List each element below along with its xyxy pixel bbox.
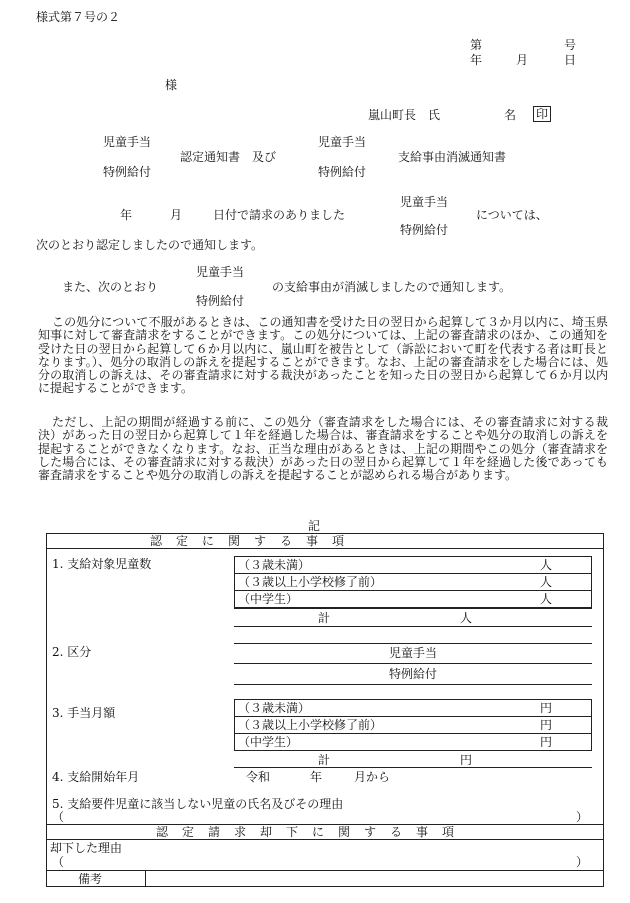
title-right: 支給事由消滅通知書 — [398, 150, 507, 164]
item1-row-1: （３歳未満） — [238, 558, 311, 572]
date-day: 日 — [564, 53, 577, 67]
reject-open-paren: （ — [52, 855, 65, 869]
title-right-bottom: 特例給付 — [318, 165, 367, 179]
item4-month: 月から — [354, 770, 391, 784]
item3-total-unit: 円 — [460, 753, 473, 767]
item3-unit-1: 円 — [540, 701, 553, 715]
form-number: 様式第７号の２ — [36, 10, 121, 24]
item2-option-1: 児童手当 — [388, 646, 437, 660]
item3-total-label: 計 — [318, 753, 331, 767]
title-left-bottom: 特例給付 — [103, 165, 152, 179]
number-label: 第 — [470, 38, 483, 52]
intro-text2: については、 — [476, 208, 548, 222]
item3-row-2: （３歳以上小学校修了前） — [238, 718, 383, 732]
reject-reason-label: 却下した理由 — [50, 841, 123, 855]
intro-top: 児童手当 — [400, 195, 449, 209]
reject-close-paren: ） — [576, 855, 589, 869]
title-left-top: 児童手当 — [103, 135, 152, 149]
body-paragraph-2: ただし、上記の期間が経過する前に、この処分（審査請求をした場合には、その審査請求に対する裁決）があった日の翌日から起算して１年を経過した場合は、審査請求をすることや処分の取消しの訴えを提起することができなくなります。なお、正当な理由があるときは、上記の期間やこの処分（審査請求をした場合には、その審査請求に対する裁決）があった日の翌日から起算して１年を経過した後であっても審査請求をすることや処分の取消しの訴えを提起することが認められる場合があります。 — [38, 415, 608, 483]
intro-bottom: 特例給付 — [400, 223, 449, 237]
also-text2: の支給事由が消滅しましたので通知します。 — [272, 280, 512, 294]
item3-label: 3. 手当月額 — [52, 706, 116, 720]
item2-label: 2. 区分 — [52, 645, 92, 659]
item3-row-3: （中学生） — [238, 735, 299, 749]
also-bottom: 特例給付 — [196, 294, 245, 308]
item1-unit-2: 人 — [540, 575, 553, 589]
seal-box: 印 — [533, 106, 551, 122]
item5-close-paren: ） — [576, 810, 589, 824]
also-text: また、次のとおり — [62, 280, 159, 294]
number-suffix: 号 — [564, 38, 577, 52]
item1-row-3: （中学生） — [238, 592, 299, 606]
item5-open-paren: （ — [52, 810, 65, 824]
reject-header: 認 定 請 求 却 下 に 関 す る 事 項 — [156, 825, 456, 839]
item4-label: 4. 支給開始年月 — [52, 770, 140, 784]
ki-label: 記 — [308, 519, 321, 533]
title-right-top: 児童手当 — [318, 135, 367, 149]
body-paragraph-1: この処分について不服があるときは、この通知書を受けた日の翌日から起算して３か月以内に、埼玉県知事に対して審査請求をすることができます。この処分については、上記の審査請求のほか、この通知を受けた日の翌日から起算して６か月以内に、嵐山町を被告として（訴訟において町を代表する者は町長となります。）、処分の取消しの訴えを提起することができます。なお、上記の審査請求をした場合には、処分の取消しの訴えは、その審査請求に対する裁決があったことを知った日の翌日から起算して６か月以内に提起することができます。 — [38, 315, 608, 396]
recipient-sama: 様 — [165, 78, 178, 92]
item3-row-1: （３歳未満） — [238, 701, 311, 715]
item1-unit-3: 人 — [540, 592, 553, 606]
remarks-label: 備考 — [78, 872, 103, 886]
issuer-name: 嵐山町長 氏 — [368, 108, 441, 122]
item5-label: 5. 支給要件児童に該当しない児童の氏名及びその理由 — [52, 797, 344, 811]
name-label: 名 — [504, 108, 517, 122]
item4-era: 令和 — [246, 770, 271, 784]
title-mid: 認定通知書 及び — [180, 150, 277, 164]
item4-year: 年 — [310, 770, 323, 784]
date-month: 月 — [516, 53, 529, 67]
also-top: 児童手当 — [196, 265, 245, 279]
item1-unit-1: 人 — [540, 558, 553, 572]
intro-year: 年 — [120, 208, 133, 222]
item1-label: 1. 支給対象児童数 — [52, 557, 152, 571]
item1-row-2: （３歳以上小学校修了前） — [238, 575, 383, 589]
item1-total-unit: 人 — [460, 611, 473, 625]
item3-unit-3: 円 — [540, 735, 553, 749]
date-year: 年 — [470, 53, 483, 67]
table-header: 認 定 に 関 す る 事 項 — [150, 534, 346, 548]
item3-unit-2: 円 — [540, 718, 553, 732]
intro-line2: 次のとおり認定しましたので通知します。 — [36, 238, 264, 252]
intro-month: 月 — [170, 208, 183, 222]
item2-option-2: 特例給付 — [388, 667, 437, 681]
item1-total-label: 計 — [318, 611, 331, 625]
intro-text1: 日付で請求のありました — [213, 208, 346, 222]
